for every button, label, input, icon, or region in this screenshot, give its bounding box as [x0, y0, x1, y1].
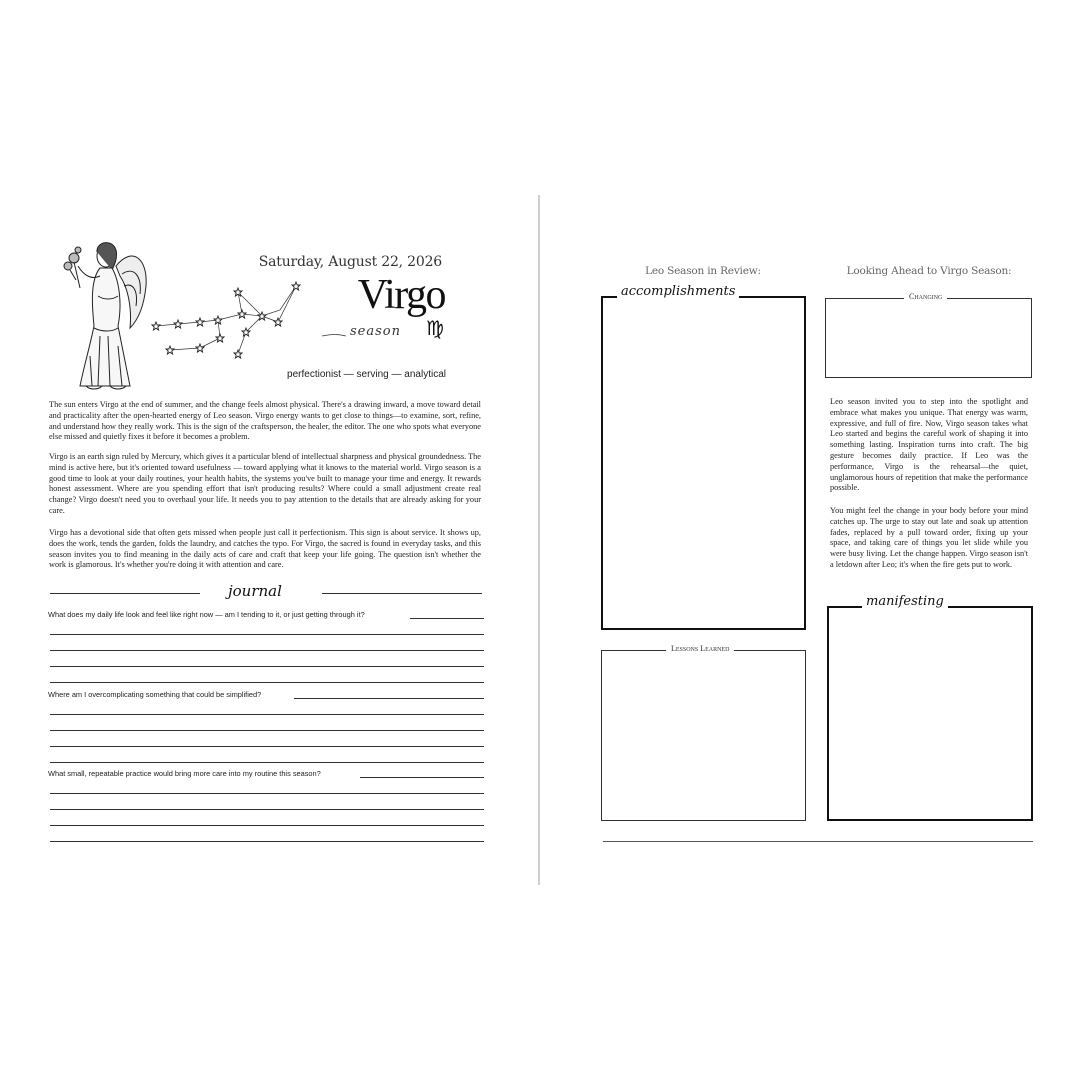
- journal-question-3: What small, repeatable practice would bring more care into my routine this season?: [48, 769, 321, 778]
- answer-line[interactable]: [50, 793, 484, 794]
- page-title: Virgo: [357, 272, 445, 318]
- changing-box[interactable]: [825, 298, 1032, 378]
- intro-paragraph-3: Virgo has a devotional side that often gets missed when people just call it perfectionism. This sign is about service. It shows up, does the work, tends the garden, folds the laundry, and catches the typo. For Virgo, the sacred is found in everyday tasks, and this season invites you to find meaning in the daily acts of care and craft that keep your life going. The question isn't whether the work is glamorous. It's whether you're doing it with attention and care.: [49, 528, 481, 570]
- virgo-constellation-icon: [150, 276, 310, 364]
- manifesting-label: manifesting: [862, 594, 948, 609]
- page-date: Saturday, August 22, 2026: [258, 254, 442, 270]
- journal-question-2: Where am I overcomplicating something that could be simplified?: [48, 690, 262, 699]
- answer-line[interactable]: [410, 618, 484, 619]
- answer-line[interactable]: [360, 777, 484, 778]
- journal-heading: journal: [228, 582, 282, 600]
- season-script-label: [322, 318, 452, 348]
- answer-line[interactable]: [50, 730, 484, 731]
- journal-question-1: What does my daily life look and feel like right now — am I tending to it, or just getting through it?: [48, 610, 365, 619]
- leo-to-virgo-paragraph-1: Leo season invited you to step into the spotlight and embrace what makes you unique. That energy was warm, expressive, and full of fire. Now, Virgo season takes what Leo started and begins the careful work of shaping it into something lasting. Inspiration turns into craft. The big gesture becomes daily practice. If Leo was the performance, Virgo is the rehearsal—the quiet, unglamorous hours of repetition that make the performance possible.: [830, 397, 1028, 493]
- answer-line[interactable]: [50, 762, 484, 763]
- leo-review-heading: Leo Season in Review:: [645, 265, 761, 277]
- virgo-angel-icon: [60, 236, 152, 394]
- answer-line[interactable]: [50, 634, 484, 635]
- answer-line[interactable]: [50, 714, 484, 715]
- answer-line[interactable]: [50, 666, 484, 667]
- answer-line[interactable]: [294, 698, 484, 699]
- answer-line[interactable]: [50, 682, 484, 683]
- answer-line[interactable]: [50, 809, 484, 810]
- intro-paragraph-2: Virgo is an earth sign ruled by Mercury, which gives it a particular blend of intellectual sharpness and physical groundedness. The mind is active here, but it's oriented toward usefulness — toward applying what it knows to the material world. Virgo season is a good time to look at your daily routines, your health habits, the systems you've built to manage your time and energy. It rewards honest assessment. Where are you spending effort that isn't producing results? Where could a small adjustment create real change? Virgo doesn't need you to overhaul your life. It needs you to pay attention to the details that are already asking for your care.: [49, 452, 481, 515]
- lessons-learned-label: Lessons Learned: [666, 644, 734, 653]
- page-divider: [538, 195, 540, 885]
- leo-to-virgo-paragraph-2: You might feel the change in your body before your mind catches up. The urge to stay out late and soak up attention fades, replaced by a pull toward order, fixing up your space, and taking care of things you let slide while you were busy living. Let the change happen. Virgo season isn't a letdown after Leo; it's when the fire gets put to work.: [830, 506, 1028, 569]
- virgo-ahead-heading: Looking Ahead to Virgo Season:: [846, 265, 1012, 277]
- season-word: season: [350, 324, 401, 339]
- lessons-learned-box[interactable]: [601, 650, 806, 821]
- right-page-bottom-rule: [603, 841, 1033, 842]
- changing-label: Changing: [904, 292, 947, 301]
- intro-paragraph-1: The sun enters Virgo at the end of summer, and the change feels almost physical. There's a drawing inward, a move toward detail and practicality after the open-hearted energy of Leo season. Virgo energy wants to get close to things—to examine, sort, refine, and understand how they really work. This is the sign of the craftsperson, the healer, the editor. The one who spots what everyone else missed and quietly fixes it before it becomes a problem.: [49, 400, 481, 442]
- virgo-glyph-icon: ♍: [426, 316, 444, 340]
- answer-line[interactable]: [50, 841, 484, 842]
- traits-line: perfectionist — serving — analytical: [287, 369, 446, 380]
- answer-line[interactable]: [50, 825, 484, 826]
- manifesting-box[interactable]: [827, 606, 1033, 821]
- accomplishments-label: accomplishments: [617, 284, 739, 299]
- answer-line[interactable]: [50, 650, 484, 651]
- accomplishments-box[interactable]: [601, 296, 806, 630]
- journal-rule-right: [322, 593, 482, 594]
- journal-rule-left: [50, 593, 200, 594]
- answer-line[interactable]: [50, 746, 484, 747]
